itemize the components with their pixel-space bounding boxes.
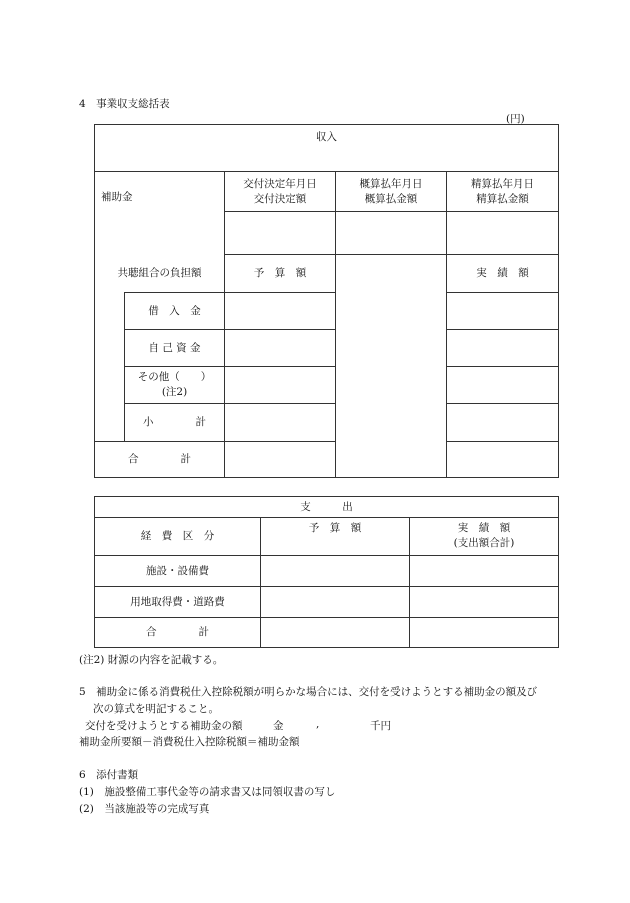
subsidy-label bbox=[95, 172, 225, 255]
income-total-label: 合 計 bbox=[95, 442, 225, 478]
row-label-other bbox=[125, 367, 225, 404]
row-label-other-line2: (注2) bbox=[161, 386, 188, 398]
indent-cell bbox=[95, 367, 125, 404]
subsidy-amount-unit: 千円 bbox=[370, 720, 391, 732]
expense-actual-label-line2: (支出額合計) bbox=[453, 537, 515, 549]
actual-borrowing bbox=[447, 293, 559, 330]
col3-header bbox=[447, 172, 559, 212]
col3-header-line2: 精算払金額 bbox=[476, 192, 529, 205]
note-2: (注2) 財源の内容を記載する。 bbox=[79, 654, 224, 666]
expense-header: 支 出 bbox=[95, 497, 559, 518]
unit-label: (円) bbox=[506, 113, 525, 125]
attachment-item-2: (2) 当該施設等の完成写真 bbox=[79, 803, 210, 815]
indent-cell bbox=[95, 293, 125, 330]
actual-total bbox=[447, 442, 559, 478]
col2-header bbox=[336, 172, 447, 212]
col1-value bbox=[225, 212, 336, 255]
col2-value bbox=[336, 212, 447, 255]
subsidy-amount-comma: , bbox=[316, 718, 320, 730]
expense-actual-total bbox=[410, 618, 559, 648]
row-label-own-funds: 自 己 資 金 bbox=[125, 330, 225, 367]
burden-label: 共聴組合の負担額 bbox=[95, 255, 225, 293]
subsidy-amount-label: 交付を受けようとする補助金の額 bbox=[85, 720, 243, 732]
budget-borrowing bbox=[225, 293, 336, 330]
category-label: 経 費 区 分 bbox=[95, 518, 261, 556]
expense-table bbox=[94, 496, 559, 648]
indent-cell bbox=[95, 330, 125, 367]
expense-budget-land bbox=[261, 587, 410, 618]
section4-title: 4 事業収支総括表 bbox=[79, 98, 170, 110]
subsidy-amount-kin: 金 bbox=[273, 720, 284, 732]
col1-header-line2: 交付決定額 bbox=[253, 192, 307, 205]
actual-subtotal bbox=[447, 404, 559, 442]
income-table bbox=[94, 124, 559, 478]
expense-actual-label bbox=[410, 518, 559, 556]
section6-title: 6 添付書類 bbox=[79, 769, 139, 781]
expense-budget-total bbox=[261, 618, 410, 648]
expense-budget-facilities bbox=[261, 556, 410, 587]
subsidy-formula: 補助金所要額－消費税仕入控除税額＝補助金額 bbox=[79, 736, 300, 748]
income-header: 収入 bbox=[95, 125, 559, 172]
indent-cell bbox=[95, 404, 125, 442]
col1-header bbox=[225, 172, 336, 212]
actual-own-funds bbox=[447, 330, 559, 367]
budget-total bbox=[225, 442, 336, 478]
row-label-borrowing: 借 入 金 bbox=[125, 293, 225, 330]
expense-row-total: 合 計 bbox=[95, 618, 261, 648]
budget-label: 予 算 額 bbox=[225, 255, 336, 293]
expense-row-facilities: 施設・設備費 bbox=[95, 556, 261, 587]
col1-header-line1: 交付決定年月日 bbox=[243, 177, 317, 190]
actual-other bbox=[447, 367, 559, 404]
col2-header-line1: 概算払年月日 bbox=[359, 177, 423, 190]
col3-header-line1: 精算払年月日 bbox=[471, 177, 535, 190]
row-label-subtotal: 小 計 bbox=[125, 404, 225, 442]
budget-other bbox=[225, 367, 336, 404]
col3-value bbox=[447, 212, 559, 255]
attachment-item-1: (1) 施設整備工事代金等の請求書又は同領収書の写し bbox=[79, 786, 336, 798]
expense-actual-facilities bbox=[410, 556, 559, 587]
section5-line2: 次の算式を明記すること。 bbox=[93, 703, 219, 715]
expense-row-land: 用地取得費・道路費 bbox=[95, 587, 261, 618]
budget-subtotal bbox=[225, 404, 336, 442]
col2-header-line2: 概算払金額 bbox=[364, 192, 418, 205]
expense-budget-label: 予 算 額 bbox=[261, 518, 410, 556]
subsidy-label-text: 補助金 bbox=[101, 191, 133, 203]
budget-own-funds bbox=[225, 330, 336, 367]
section5-line1: 5 補助金に係る消費税仕入控除税額が明らかな場合には、交付を受けようとする補助金の額及び bbox=[79, 686, 538, 698]
income-middle-blank bbox=[336, 255, 447, 478]
expense-actual-label-line1: 実 績 額 bbox=[457, 522, 511, 534]
expense-actual-land bbox=[410, 587, 559, 618]
row-label-other-line1: その他（ ） bbox=[137, 371, 212, 383]
actual-label: 実 績 額 bbox=[447, 255, 559, 293]
